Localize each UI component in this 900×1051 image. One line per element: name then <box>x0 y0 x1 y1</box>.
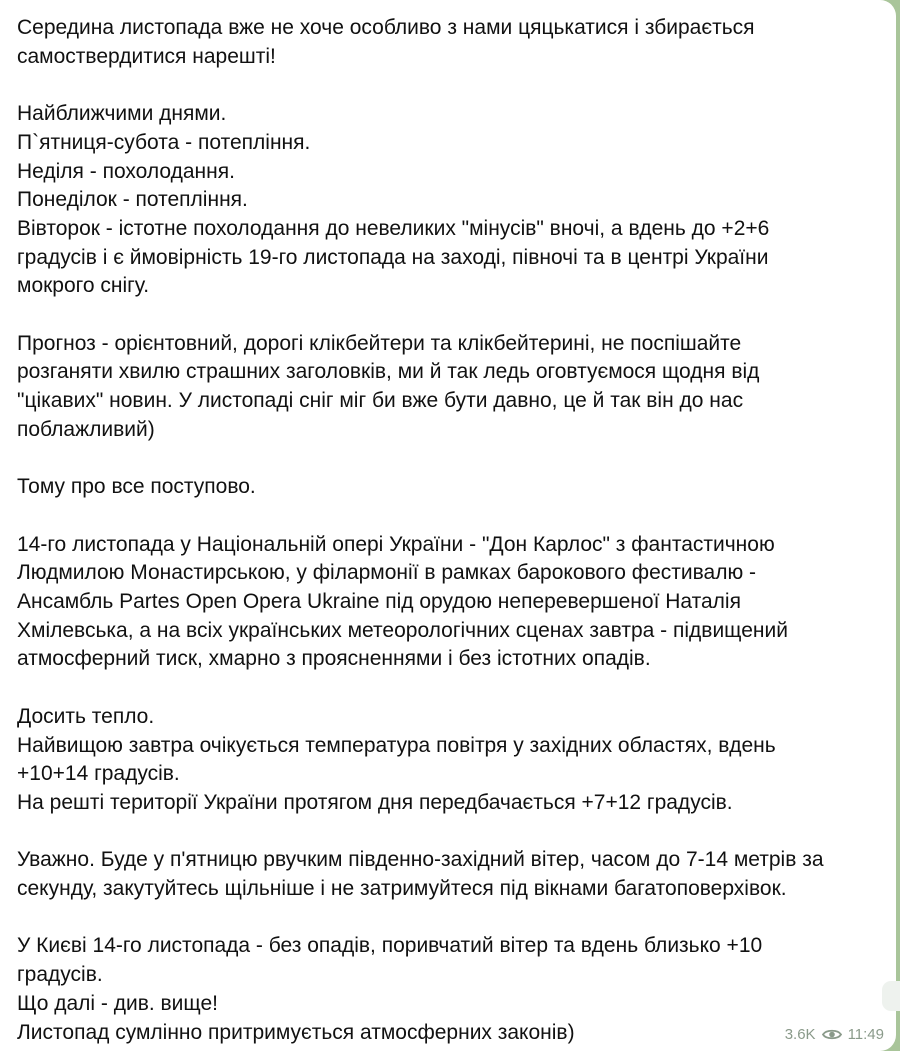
message-line: Середина листопада вже не хоче особливо з нами цяцькатися і збирається <box>17 16 755 39</box>
message-paragraph <box>17 100 876 301</box>
message-line: Найвищою завтра очікується температура повітря у західних областях, вдень <box>17 733 776 757</box>
message-line: Прогноз - орієнтовний, дорогі клікбейтери та клікбейтерині, не поспішайте <box>17 331 742 355</box>
message-line: Листопад сумлінно притримується атмосферних законів) <box>17 1020 575 1044</box>
message-line: Понеділок - потепління. <box>17 188 248 212</box>
view-count: 3.6K <box>784 1026 816 1043</box>
message-paragraph <box>17 531 876 675</box>
message-line: На решті території України протягом дня передбачається +7+12 градусів. <box>17 790 733 814</box>
message-paragraph <box>17 703 876 818</box>
message-line: Людмилою Монастирською, у філармонії в рамках барокового фестивалю - <box>17 561 757 585</box>
message-line: секунду, закутуйтесь щільніше і не затримуйтеся під вікнами багатоповерхівок. <box>17 877 787 900</box>
message-line: Тому про все поступово. <box>17 475 256 499</box>
message-line: Хмілевська, а на всіх українських метеорологічних сценах завтра - підвищений <box>17 618 788 642</box>
scroll-to-bottom-handle[interactable] <box>882 981 900 1011</box>
message-line: Ансамбль Partes Open Opera Ukraine під орудою неперевершеної Наталія <box>17 590 741 613</box>
message-line: У Києві 14-го листопада - без опадів, поривчатий вітер та вдень близько +10 <box>17 934 763 958</box>
message-line: Уважно. Буде у п'ятницю рвучким південно-західний вітер, часом до 7-14 метрів за <box>17 848 824 872</box>
message-line: атмосферний тиск, хмарно з проясненнями і без істотних опадів. <box>17 647 651 671</box>
message-paragraph <box>17 932 876 1047</box>
message-time: 11:49 <box>847 1026 884 1043</box>
message-text <box>17 14 876 1047</box>
message-paragraph <box>17 330 876 445</box>
message-line: градусів. <box>17 963 103 987</box>
message-line: мокрого снігу. <box>17 274 150 298</box>
message-line: П`ятниця-субота - потепління. <box>17 130 311 154</box>
message-line: Найближчими днями. <box>17 102 227 126</box>
eye-icon <box>822 1028 842 1041</box>
message-line: 14-го листопада у Національній опері України - "Дон Карлос" з фантастичною <box>17 532 775 556</box>
message-paragraph <box>17 14 876 71</box>
message-line: Досить тепло. <box>17 704 155 728</box>
message-meta <box>785 1026 884 1043</box>
message-line: поблажливий) <box>17 417 155 441</box>
message-line: Що далі - див. вище! <box>17 991 218 1015</box>
message-line: +10+14 градусів. <box>17 762 180 786</box>
message-line: розганяти хвилю страшних заголовків, ми й так ледь оговтуємося щодня від <box>17 360 760 384</box>
message-paragraph <box>17 473 876 502</box>
message-paragraph <box>17 846 876 903</box>
message-line: "цікавих" новин. У листопаді сніг міг би вже бути давно, це й так він до нас <box>17 389 744 413</box>
message-line: самоствердитися нарешті! <box>17 44 276 68</box>
message-line: Вівторок - істотне похолодання до невеликих "мінусів" вночі, а вдень до +2+6 <box>17 216 770 240</box>
message-line: градусів і є ймовірність 19-го листопада на заході, півночі та в центрі України <box>17 245 769 269</box>
message-line: Неділя - похолодання. <box>17 159 235 183</box>
